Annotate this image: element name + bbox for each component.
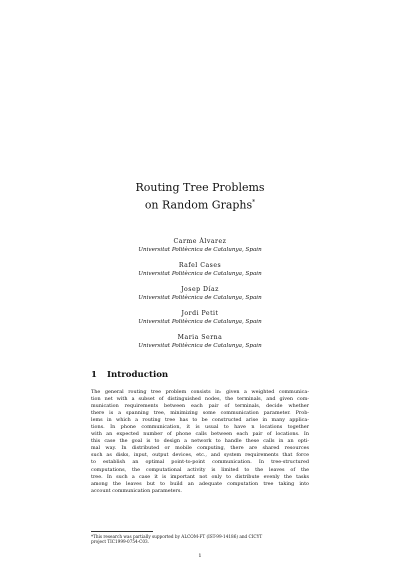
author-name: Rafel Cases (178, 262, 222, 269)
body-line: computations, the computational activity is limited to the leaves of the (91, 466, 309, 473)
body-line: tion net with a subset of distinguished nodes, the terminals, and given com- (91, 396, 309, 403)
section-title: Introduction (106, 370, 169, 380)
body-line: among the leaves but to build an adequate computation tree taking into (91, 480, 309, 487)
title-line-2-text: on Random Graphs (144, 198, 253, 212)
author-name: Jordi Petit (181, 310, 219, 317)
body-line: with an expected number of phone calls between each pair of locations. In (91, 431, 309, 438)
body-line: such as disks, input, output devices, etc., and system requirements that force (91, 452, 309, 459)
author-name: Maria Serna (177, 334, 223, 341)
author-block (0, 262, 400, 286)
author-block (0, 334, 400, 358)
body-line: lems in which a routing tree has to be constructed arise in many applica- (91, 417, 309, 424)
body-line: mal way. In distributed or mobile computing, there are shared resources (91, 445, 309, 452)
author-block (0, 310, 400, 334)
body-paragraph (91, 389, 309, 495)
footnote-rule (91, 531, 153, 532)
footnote-line: project TIC1999-0754-C03. (91, 539, 149, 545)
title-footnote-mark: * (252, 199, 256, 206)
author-affiliation: Universitat Politècnica de Catalunya, Spain (138, 343, 262, 349)
author-list (0, 238, 400, 358)
author-name: Carme Àlvarez (173, 238, 227, 245)
body-line: munication requirements between each pair of terminals, decide whether (91, 403, 309, 410)
title-line-1: Routing Tree Problems (135, 181, 265, 194)
author-block (0, 238, 400, 262)
footnote-line: *This research was partially supported by ALCOM-FT (IST-99-14186) and CICYT (91, 534, 263, 539)
body-line: to establish an optimal point-to-point communication. In tree-structured (91, 459, 309, 466)
footnote (91, 534, 309, 545)
body-line: tions. In phone communication, it is usual to have n locations together (91, 424, 309, 431)
page-number: 1 (198, 553, 202, 559)
author-name: Josep Díaz (181, 286, 219, 293)
author-block (0, 286, 400, 310)
body-line: account communication parameters. (91, 487, 182, 494)
section-number: 1 (91, 370, 97, 380)
paper-title (0, 180, 400, 213)
author-affiliation: Universitat Politècnica de Catalunya, Spain (138, 247, 262, 253)
author-affiliation: Universitat Politècnica de Catalunya, Spain (138, 319, 262, 325)
body-line: this case the goal is to design a network to handle these calls in an opti- (91, 438, 309, 445)
body-line: there is a spanning tree, minimizing some communication parameter. Prob- (91, 410, 309, 417)
title-line-2 (0, 195, 400, 213)
author-affiliation: Universitat Politècnica de Catalunya, Spain (138, 295, 262, 301)
section-heading (91, 370, 168, 380)
body-line: tree. In such a case it is important not only to distribute evenly the tasks (91, 473, 309, 480)
author-affiliation: Universitat Politècnica de Catalunya, Spain (138, 271, 262, 277)
body-line: The general routing tree problem consists in: given a weighted communica- (91, 389, 309, 395)
